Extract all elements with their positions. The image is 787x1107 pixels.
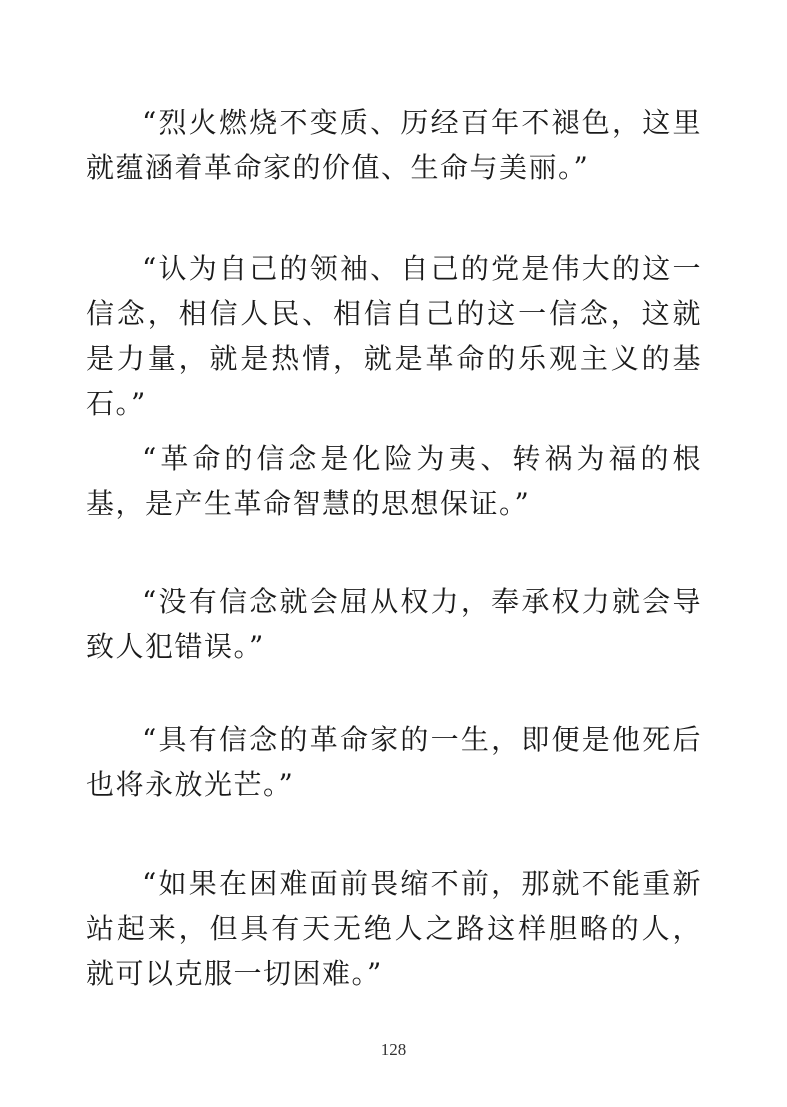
quote-paragraph-5: “具有信念的革命家的一生，即便是他死后也将永放光芒。”: [86, 723, 702, 801]
quote-paragraph-1: “烈火燃烧不变质、历经百年不褪色，这里就蕴涵着革命家的价值、生命与美丽。”: [86, 106, 702, 184]
page-number: 128: [380, 1040, 407, 1059]
quote-paragraph-4: “没有信念就会屈从权力，奉承权力就会导致人犯错误。”: [86, 585, 702, 663]
quote-paragraph-3: “革命的信念是化险为夷、转祸为福的根基，是产生革命智慧的思想保证。”: [86, 442, 702, 520]
quote-paragraph-6: “如果在困难面前畏缩不前，那就不能重新站起来，但具有天无绝人之路这样胆略的人，就可以克服一切困难。”: [86, 867, 702, 990]
quote-paragraph-2: “认为自己的领袖、自己的党是伟大的这一信念，相信人民、相信自己的这一信念，这就是力量，就是热情，就是革命的乐观主义的基石。”: [86, 252, 702, 420]
